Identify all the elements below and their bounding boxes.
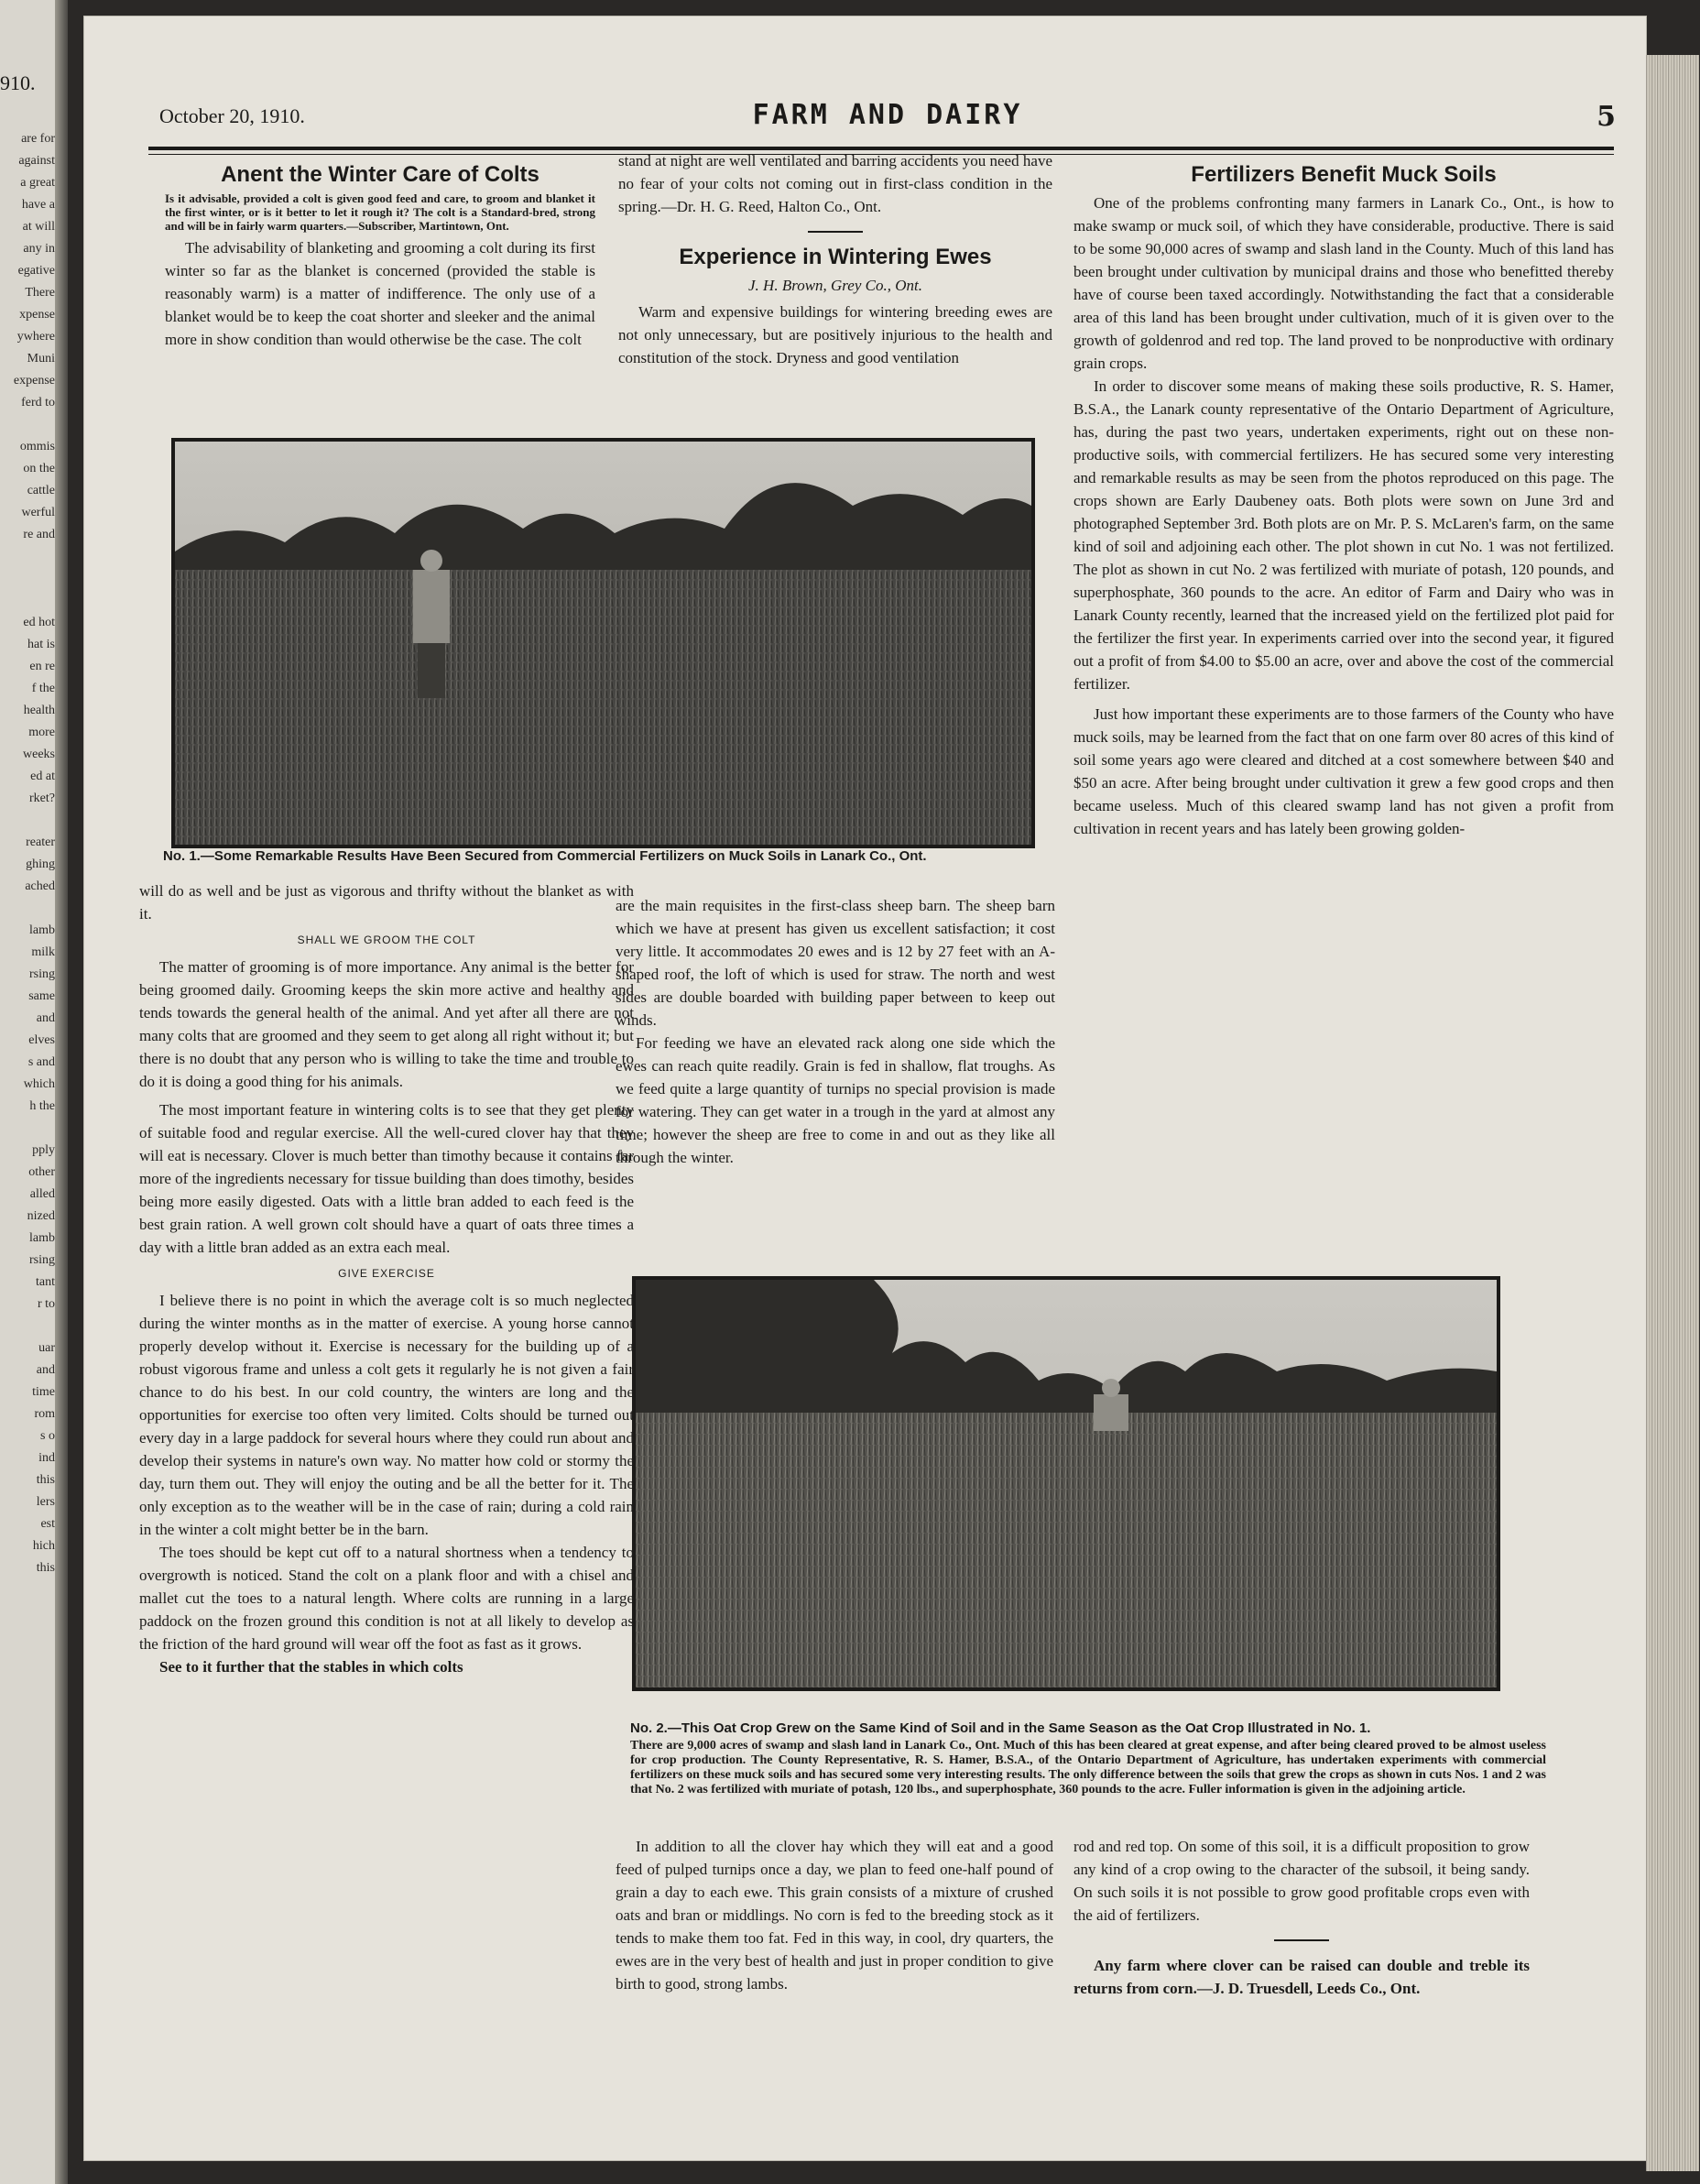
- paragraph: Just how important these experiments are to those farmers of the County who have muck soils, may be learned from the fact that on one farm over 80 acres of this kind of soil some years ago were cleared and ditched at a cost somewhere between $40 and $50 an acre. After being brought under cultivation it grew a few good crops and then became useless. Much of this cleared swamp land has not given a profit from cultivation in recent years and has lately been growing golden-: [1073, 705, 1614, 837]
- adjacent-text-fragment: Muni: [27, 352, 55, 366]
- adjacent-text-fragment: rsing: [29, 967, 55, 981]
- adjacent-text-fragment: time: [32, 1385, 55, 1399]
- adjacent-text-fragment: [0, 810, 55, 832]
- photo-fertilized-oats: [632, 1276, 1500, 1691]
- adjacent-text-fragment: elves: [28, 1033, 55, 1047]
- adjacent-text-fragment: h the: [29, 1099, 55, 1113]
- adjacent-text-fragment: at will: [22, 220, 55, 234]
- adjacent-text-fragment: which: [23, 1077, 55, 1091]
- paragraph: The most important feature in wintering colts is to see that they get plenty of suitable food and regular exercise. All the well-cured clover hay that they will eat is necessary. Clover is much better than timothy because it contains far more of the ingredients necessary for tissue building than does timothy, besides being more easily digested. Oats with a little bran added to each feed is the best grain ration. A well grown colt should have a quart of oats three times a day with a little bran added as an extra each meal.: [139, 1101, 634, 1256]
- paragraph: One of the problems confronting many farmers in Lanark Co., Ont., is how to make swamp or muck soil, of which they have considerable, productive. There is said to be some 90,000 acres of swamp and slash land in the County. Much of this land has been brought under cultivation by municipal drains and those who benefitted thereby have of course been taxed accordingly. Notwithstanding the fact that a considerable area of this land has been brought under cultivation, much of it is given over to the growth of goldenrod and red top. The land proved to be nonproductive with ordinary grain crops.: [1073, 194, 1614, 372]
- page-stack-edge: [1646, 55, 1699, 2171]
- adjacent-text-fragment: [0, 1118, 55, 1140]
- adjacent-text-fragment: reater: [26, 835, 55, 849]
- paragraph: The matter of grooming is of more importance. Any animal is the better for being groomed daily. Grooming keeps the skin more active and healthy and tends towards the general health of the animal. And yet after all there are not many colts that are groomed and they seem to get along all right without it; but there is no doubt that any person who is willing to take the time and trouble to do it is doing a good thing for his animals.: [139, 958, 634, 1090]
- article-title: Fertilizers Benefit Muck Soils: [1191, 162, 1497, 187]
- section-divider: [808, 231, 863, 233]
- photo-1-image: [175, 442, 1031, 845]
- adjacent-text-fragment: nized: [27, 1209, 55, 1223]
- adjacent-text-fragment: ed hot: [23, 616, 55, 629]
- adjacent-text-fragment: are for: [21, 132, 55, 146]
- adjacent-text-fragment: uar: [38, 1341, 55, 1355]
- adjacent-text-fragment: lamb: [29, 1231, 55, 1245]
- masthead: FARM AND DAIRY: [752, 99, 1023, 131]
- article-title: Anent the Winter Care of Colts: [221, 162, 539, 187]
- paragraph: See to it further that the stables in which colts: [159, 1658, 463, 1676]
- adjacent-text-fragment: rom: [34, 1407, 55, 1421]
- issue-date: October 20, 1910.: [159, 104, 305, 127]
- adjacent-text-fragment: f the: [31, 682, 55, 695]
- article-colts-continued: [139, 879, 634, 1678]
- adjacent-text-fragment: egative: [17, 264, 55, 278]
- adjacent-text-fragment: rsing: [29, 1253, 55, 1267]
- paragraph: are the main requisites in the first-class sheep barn. The sheep barn which we have at present has given us excellent satisfaction; it cost very little. It accommodates 20 ewes and is 12 by 27 feet with an A-shaped roof, the loft of which is used for straw. The north and west sides are double boarded with building paper between to keep out winds.: [616, 897, 1055, 1029]
- paragraph: The advisability of blanketing and grooming a colt during its first winter so far as the blanket is concerned (provided the stable is reasonably warm) is a matter of indifference. The only use of a blanket would be to keep the coat shorter and sleeker and the animal more in show condition than would otherwise be the case. The colt: [165, 239, 595, 348]
- page-number: 5: [1596, 101, 1616, 133]
- adjacent-text-fragment: have a: [21, 198, 55, 212]
- section-subhead: GIVE EXERCISE: [338, 1267, 435, 1280]
- adjacent-text-fragment: expense: [13, 374, 55, 388]
- adjacent-text-fragment: en re: [29, 660, 55, 673]
- adjacent-text-fragment: and: [36, 1363, 55, 1377]
- adjacent-text-fragment: cattle: [27, 484, 55, 497]
- paragraph: stand at night are well ventilated and barring accidents you need have no fear of your colts not coming out in first-class condition in the spring.—Dr. H. G. Reed, Halton Co., Ont.: [618, 152, 1052, 215]
- adjacent-page-folio: 910.: [0, 71, 36, 94]
- adjacent-text-fragment: weeks: [23, 748, 55, 761]
- newspaper-page: [84, 16, 1646, 2160]
- paragraph: The toes should be kept cut off to a natural shortness when a tendency to overgrowth is noticed. Stand the colt on a plank floor and with a chisel and mallet cut the toes to a natural length. Where colts are running in a large paddock on the frozen ground this condition is not at all likely to develop as the friction of the hard ground will wear off the foot as fast as it grows.: [139, 1544, 634, 1653]
- paragraph: Any farm where clover can be raised can double and treble its returns from corn.—J. D. Truesdell, Leeds Co., Ont.: [1073, 1957, 1530, 1997]
- paragraph: In addition to all the clover hay which they will eat and a good feed of pulped turnips once a day, we plan to feed one-half pound of grain a day to each ewe. This grain consists of a mixture of crushed oats and bran or middlings. No corn is fed to the breeding stock as it tends to make them too fat. Fed in this way, in cool, dry quarters, the ewes are in the very best of health and just in proper condition to give birth to good, strong lambs.: [616, 1838, 1053, 1993]
- adjacent-text-fragment: est: [40, 1517, 55, 1531]
- adjacent-text-fragment: s and: [27, 1055, 55, 1069]
- paragraph: Warm and expensive buildings for wintering breeding ewes are not only unnecessary, but are positively injurious to the health and constitution of the stock. Dryness and good ventilation: [618, 303, 1052, 366]
- adjacent-text-fragment: a great: [20, 176, 55, 190]
- adjacent-text-fragment: alled: [29, 1187, 55, 1201]
- adjacent-text-fragment: same: [28, 989, 55, 1003]
- adjacent-text-fragment: re and: [23, 528, 55, 541]
- article-byline: J. H. Brown, Grey Co., Ont.: [748, 277, 922, 294]
- page-header: [159, 88, 1616, 136]
- adjacent-text-fragment: [0, 898, 55, 920]
- adjacent-text-fragment: ind: [38, 1451, 55, 1465]
- adjacent-text-fragment: [0, 590, 55, 612]
- adjacent-text-fragment: on the: [23, 462, 55, 475]
- adjacent-text-fragment: hat is: [27, 638, 55, 651]
- section-subhead: SHALL WE GROOM THE COLT: [297, 934, 476, 946]
- article-question: Is it advisable, provided a colt is given good feed and care, to groom and blanket it the first winter, or is it better to let it rough it? The colt is a Standard-bred, strong and will be in fairly warm quarters.—Subscriber, Martintown, Ont.: [165, 191, 595, 233]
- paragraph: In order to discover some means of making these soils productive, R. S. Hamer, B.S.A., the Lanark county representative of the Ontario Department of Agriculture, has, during the past two years, undertaken experiments, right out on these non-productive soils, with commercial fertilizers. He has secured some very interesting and remarkable results as may be seen from the photos reproduced on this page. The crops shown are Early Daubeney oats. Both plots were sown on June 3rd and photographed September 3rd. Both plots are on Mr. P. S. McLaren's farm, on the same kind of soil and adjoining each other. The plot shown in cut No. 1 was not fertilized. The plot as shown in cut No. 2 was fertilized with muriate of potash, 120 pounds, and superphosphate, 360 pounds to the acre. An editor of Farm and Dairy who was in Lanark County recently, learned that the increased yield on the fertilized plot paid for the fertilizer the first year. In experiments carried over into the second year, it figured out a profit of from $4.00 to $5.00 an acre, over and above the cost of the commercial fertilizer.: [1073, 377, 1614, 693]
- adjacent-text-fragment: this: [36, 1473, 55, 1487]
- adjacent-text-fragment: health: [23, 704, 55, 717]
- photo-2-caption: No. 2.—This Oat Crop Grew on the Same Kind of Soil and in the Same Season as the Oat Crop Illustrated in No. 1.: [630, 1720, 1371, 1736]
- photo-unfertilized-oats: [171, 438, 1035, 848]
- adjacent-text-fragment: milk: [31, 945, 55, 959]
- adjacent-text-fragment: ed at: [30, 770, 55, 783]
- adjacent-text-fragment: xpense: [19, 308, 55, 322]
- adjacent-text-fragment: There: [25, 286, 55, 300]
- farmer-figure-1: [413, 550, 450, 698]
- paragraph: rod and red top. On some of this soil, it is a difficult proposition to grow any kind of a crop owing to the character of the subsoil, it being sandy. On such soils it is not possible to grow good profitable crops even with the aid of fertilizers.: [1073, 1838, 1530, 1924]
- photo-1-caption: No. 1.—Some Remarkable Results Have Been Secured from Commercial Fertilizers on Muck Soils in Lanark Co., Ont.: [163, 848, 927, 864]
- paragraph: I believe there is no point in which the average colt is so much neglected during the winter months as in the matter of exercise. A young horse cannot properly develop without it. Exercise is necessary for the building up of a robust vigorous frame and unless a colt gets it regularly he is not given a fair chance to do his best. In our cold country, the winters are long and the opportunities for exercise too often very limited. Colts should be turned out every day in a large paddock for several hours where they could run about and develop their systems in nature's own way. No matter how cold or stormy the day, turn them out. They will enjoy the outing and be all the better for it. The only exception as to the weather will be in the case of rain; during a cold rain in the winter a colt might better be in the barn.: [139, 1292, 634, 1538]
- adjacent-page-strip: [0, 0, 68, 2184]
- adjacent-text-fragment: hich: [32, 1539, 55, 1553]
- photo-2-note: There are 9,000 acres of swamp and slash land in Lanark Co., Ont. Much of this has been cleared at great expense, and after being cleared proved to be almost useless for crop production. The County Representative, R. S. Hamer, B.S.A., of the Ontario Department of Agriculture, has undertaken experiments with commercial fertilizers on these muck soils and has secured some very interesting results. The only difference between the soils that grew the crops as shown in cuts Nos. 1 and 2 was that No. 2 was fertilized with muriate of potash, 120 lbs., and superphosphate, 360 pounds to the acre. Fuller information is given in the adjoining article.: [630, 1739, 1546, 1796]
- article-ewes-top: [618, 149, 1052, 369]
- binding-gutter: [55, 0, 68, 2184]
- adjacent-text-fragment: any in: [23, 242, 55, 256]
- adjacent-text-fragment: werful: [21, 506, 55, 519]
- adjacent-text-fragment: other: [28, 1165, 55, 1179]
- adjacent-text-fragment: [0, 1316, 55, 1338]
- adjacent-page-text: [0, 128, 55, 1579]
- photo-2-image: [636, 1280, 1497, 1687]
- adjacent-text-fragment: ommis: [19, 440, 55, 453]
- adjacent-text-fragment: more: [28, 726, 55, 739]
- adjacent-text-fragment: ached: [25, 879, 55, 893]
- adjacent-text-fragment: r to: [37, 1297, 55, 1311]
- article-ewes-continued: [616, 894, 1055, 1169]
- article-fertilizers-final: [1073, 1835, 1530, 2000]
- section-divider: [1274, 1939, 1329, 1941]
- paragraph: For feeding we have an elevated rack along one side which the ewes can reach quite readily. Grain is fed in shallow, flat troughs. As we feed quite a large quantity of turnips no special provision is made for watering. They can get water in a trough in the yard at almost any time; however the sheep are free to come in and out as they like all through the winter.: [616, 1034, 1055, 1166]
- adjacent-text-fragment: [0, 414, 55, 436]
- article-colts-top: [165, 163, 595, 351]
- adjacent-text-fragment: and: [36, 1011, 55, 1025]
- adjacent-text-fragment: ywhere: [16, 330, 55, 344]
- adjacent-text-fragment: against: [18, 154, 55, 168]
- adjacent-text-fragment: ferd to: [21, 396, 55, 410]
- adjacent-text-fragment: lers: [36, 1495, 55, 1509]
- adjacent-text-fragment: rket?: [29, 792, 55, 805]
- adjacent-text-fragment: this: [36, 1561, 55, 1575]
- adjacent-text-fragment: pply: [32, 1143, 55, 1157]
- adjacent-text-fragment: ghing: [26, 857, 55, 871]
- adjacent-text-fragment: [0, 568, 55, 590]
- adjacent-text-fragment: [0, 546, 55, 568]
- article-title: Experience in Wintering Ewes: [679, 245, 992, 269]
- adjacent-text-fragment: tant: [36, 1275, 55, 1289]
- adjacent-text-fragment: s o: [40, 1429, 55, 1443]
- article-fertilizers: [1073, 163, 1614, 840]
- paragraph: will do as well and be just as vigorous and thrifty without the blanket as with it.: [139, 882, 634, 923]
- article-ewes-final: [616, 1835, 1053, 1995]
- adjacent-text-fragment: lamb: [29, 923, 55, 937]
